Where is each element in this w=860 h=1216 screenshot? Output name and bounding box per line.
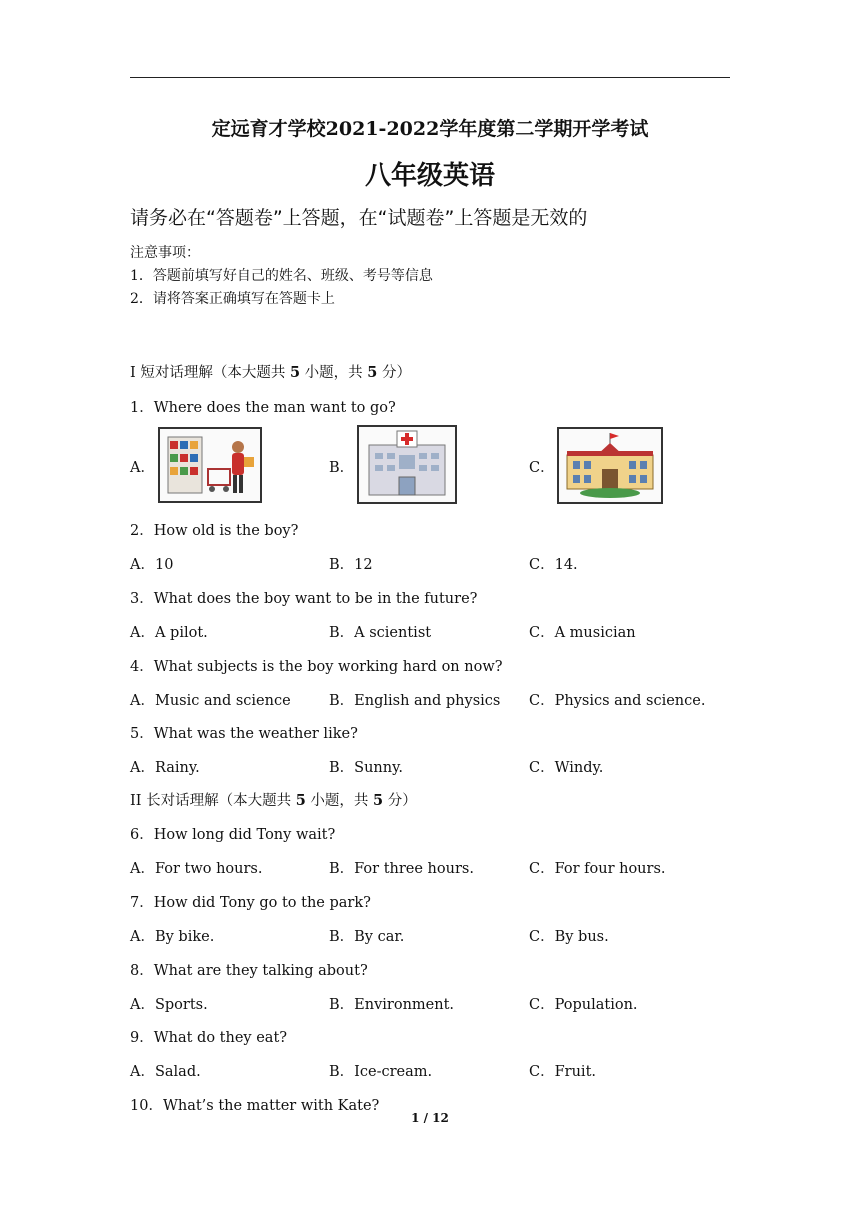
q8-option-c: C．Population. (529, 997, 638, 1013)
q4-option-a: A．Music and science (130, 693, 291, 709)
q1-option-a-label: A． (130, 460, 155, 476)
q2-option-b: B．12 (329, 557, 373, 573)
q8-option-b: B．Environment. (329, 997, 455, 1013)
question-8: 8．What are they talking about? (130, 963, 368, 979)
exam-subtitle: 八年级英语 (364, 161, 495, 191)
q7-option-a: A．By bike. (130, 929, 215, 945)
q3-option-a: A．A pilot. (130, 625, 208, 641)
question-5: 5．What was the weather like? (130, 726, 358, 742)
page-number: 1 / 12 (411, 1111, 449, 1125)
note-item-1: 1．答题前填写好自己的姓名、班级、考号等信息 (130, 268, 433, 284)
q6-option-c: C．For four hours. (529, 861, 666, 877)
q1-option-b-label: B． (329, 460, 355, 476)
question-4: 4．What subjects is the boy working hard on now? (130, 659, 503, 675)
q7-option-b: B．By car. (329, 929, 405, 945)
supermarket-icon (158, 427, 262, 503)
question-6: 6．How long did Tony wait? (130, 827, 336, 843)
notes-heading: 注意事项： (130, 245, 200, 261)
answer-warning: 请务必在“答题卷”上答题，在“试题卷”上答题是无效的 (130, 207, 588, 229)
exam-title: 定远育才学校2021-2022学年度第二学期开学考试 (211, 118, 649, 140)
q8-option-a: A．Sports. (130, 997, 208, 1013)
school-icon (557, 427, 663, 504)
note-item-2: 2．请将答案正确填写在答题卡上 (130, 291, 335, 307)
q3-option-c: C．A musician (529, 625, 636, 641)
section-1-heading: I 短对话理解（本大题共 5 小题，共 5 分） (130, 364, 411, 381)
question-1: 1．Where does the man want to go? (130, 400, 396, 416)
question-10: 10．What’s the matter with Kate? (130, 1098, 380, 1114)
q2-option-a: A．10 (130, 557, 174, 573)
q3-option-b: B．A scientist (329, 625, 432, 641)
question-7: 7．How did Tony go to the park? (130, 895, 371, 911)
q9-option-c: C．Fruit. (529, 1064, 596, 1080)
q7-option-c: C．By bus. (529, 929, 609, 945)
q9-option-a: A．Salad. (130, 1064, 201, 1080)
q5-option-c: C．Windy. (529, 760, 604, 776)
question-3: 3．What does the boy want to be in the future? (130, 591, 478, 607)
q5-option-b: B．Sunny. (329, 760, 403, 776)
q4-option-c: C．Physics and science. (529, 693, 706, 709)
section-2-heading: II 长对话理解（本大题共 5 小题，共 5 分） (130, 792, 417, 809)
q1-option-c-label: C． (529, 460, 555, 476)
q5-option-a: A．Rainy. (130, 760, 200, 776)
question-2: 2．How old is the boy? (130, 523, 299, 539)
header-rule (130, 77, 730, 78)
q4-option-b: B．English and physics (329, 693, 501, 709)
q6-option-b: B．For three hours. (329, 861, 474, 877)
q2-option-c: C．14. (529, 557, 578, 573)
q9-option-b: B．Ice-cream. (329, 1064, 433, 1080)
hospital-icon (357, 425, 457, 504)
question-9: 9．What do they eat? (130, 1030, 288, 1046)
q6-option-a: A．For two hours. (130, 861, 263, 877)
